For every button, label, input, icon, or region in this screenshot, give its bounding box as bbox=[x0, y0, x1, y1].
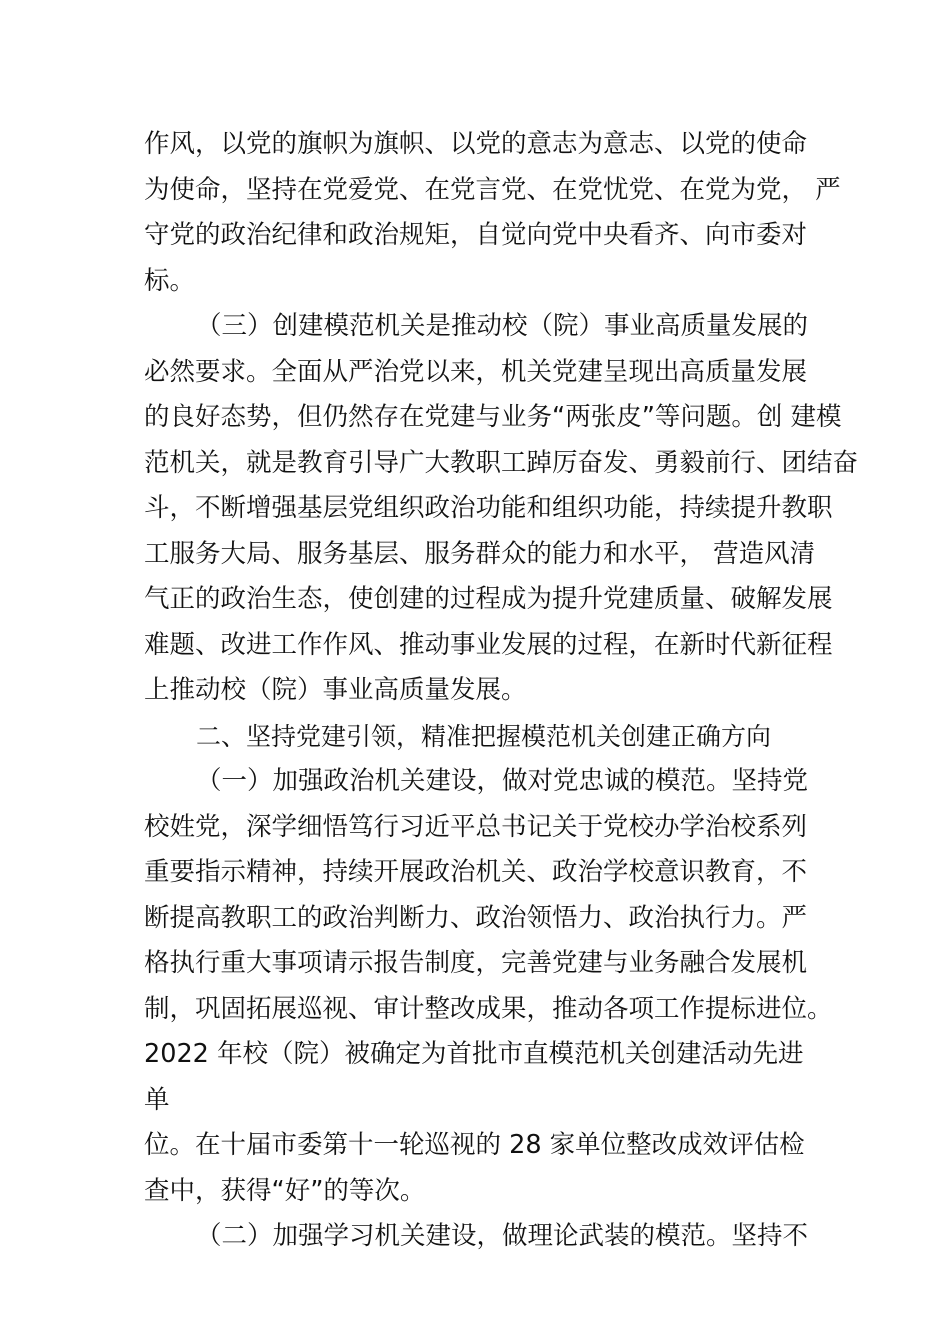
text-line: 难题、改进工作作风、推动事业发展的过程，在新时代新征程 bbox=[144, 629, 833, 660]
text-line: 校姓党，深学细悟笃行习近平总书记关于党校办学治校系列 bbox=[144, 811, 808, 842]
text-line: 气正的政治生态，使创建的过程成为提升党建质量、破解发展 bbox=[144, 584, 833, 614]
text-line: 制，巩固拓展巡视、审计整改成果，推动各项工作提标进位。 bbox=[144, 993, 833, 1024]
text-line: 单 bbox=[144, 1084, 170, 1115]
text-line: 工服务大局、服务基层、服务群众的能力和水平， 营造风清 bbox=[144, 538, 816, 569]
text-line: 标。 bbox=[144, 265, 196, 296]
text-line: 斗，不断增强基层党组织政治功能和组织功能，持续提升教职 bbox=[144, 493, 833, 523]
text-line: 守党的政治纪律和政治规矩，自觉向党中央看齐、向市委对 bbox=[144, 220, 808, 250]
paragraph-start-line: （一）加强政治机关建设，做对党忠诚的模范。坚持党 bbox=[196, 766, 809, 796]
text-line: 上推动校（院）事业高质量发展。 bbox=[144, 675, 527, 705]
text-line: 位。在十届市委第十一轮巡视的 28 家单位整改成效评估检 bbox=[144, 1130, 805, 1160]
text-line: 必然要求。全面从严治党以来，机关党建呈现出高质量发展 bbox=[144, 356, 808, 387]
document-body bbox=[144, 122, 859, 1260]
section-heading: 二、坚持党建引领，精准把握模范机关创建正确方向 bbox=[196, 721, 772, 751]
text-line: 范机关，就是教育引导广大教职工踔厉奋发、勇毅前行、团结奋 bbox=[144, 447, 859, 478]
text-line: 2022 年校（院）被确定为首批市直模范机关创建活动先进 bbox=[144, 1039, 804, 1069]
text-line: 重要指示精神，持续开展政治机关、政治学校意识教育，不 bbox=[144, 857, 808, 887]
text-line: 查中，获得“好”的等次。 bbox=[144, 1175, 426, 1206]
paragraph-start-line: （三）创建模范机关是推动校（院）事业高质量发展的 bbox=[196, 311, 809, 341]
paragraph-start-line: （二）加强学习机关建设，做理论武装的模范。坚持不 bbox=[196, 1221, 809, 1251]
text-line: 断提高教职工的政治判断力、政治领悟力、政治执行力。严 bbox=[144, 902, 808, 933]
text-line: 作风，以党的旗帜为旗帜、以党的意志为意志、以党的使命 bbox=[144, 129, 808, 159]
text-line: 的良好态势，但仍然存在党建与业务“两张皮”等问题。创 建模 bbox=[144, 402, 842, 432]
text-line: 为使命，坚持在党爱党、在党言党、在党忧党、在党为党， 严 bbox=[144, 174, 841, 205]
text-line: 格执行重大事项请示报告制度，完善党建与业务融合发展机 bbox=[144, 948, 808, 978]
